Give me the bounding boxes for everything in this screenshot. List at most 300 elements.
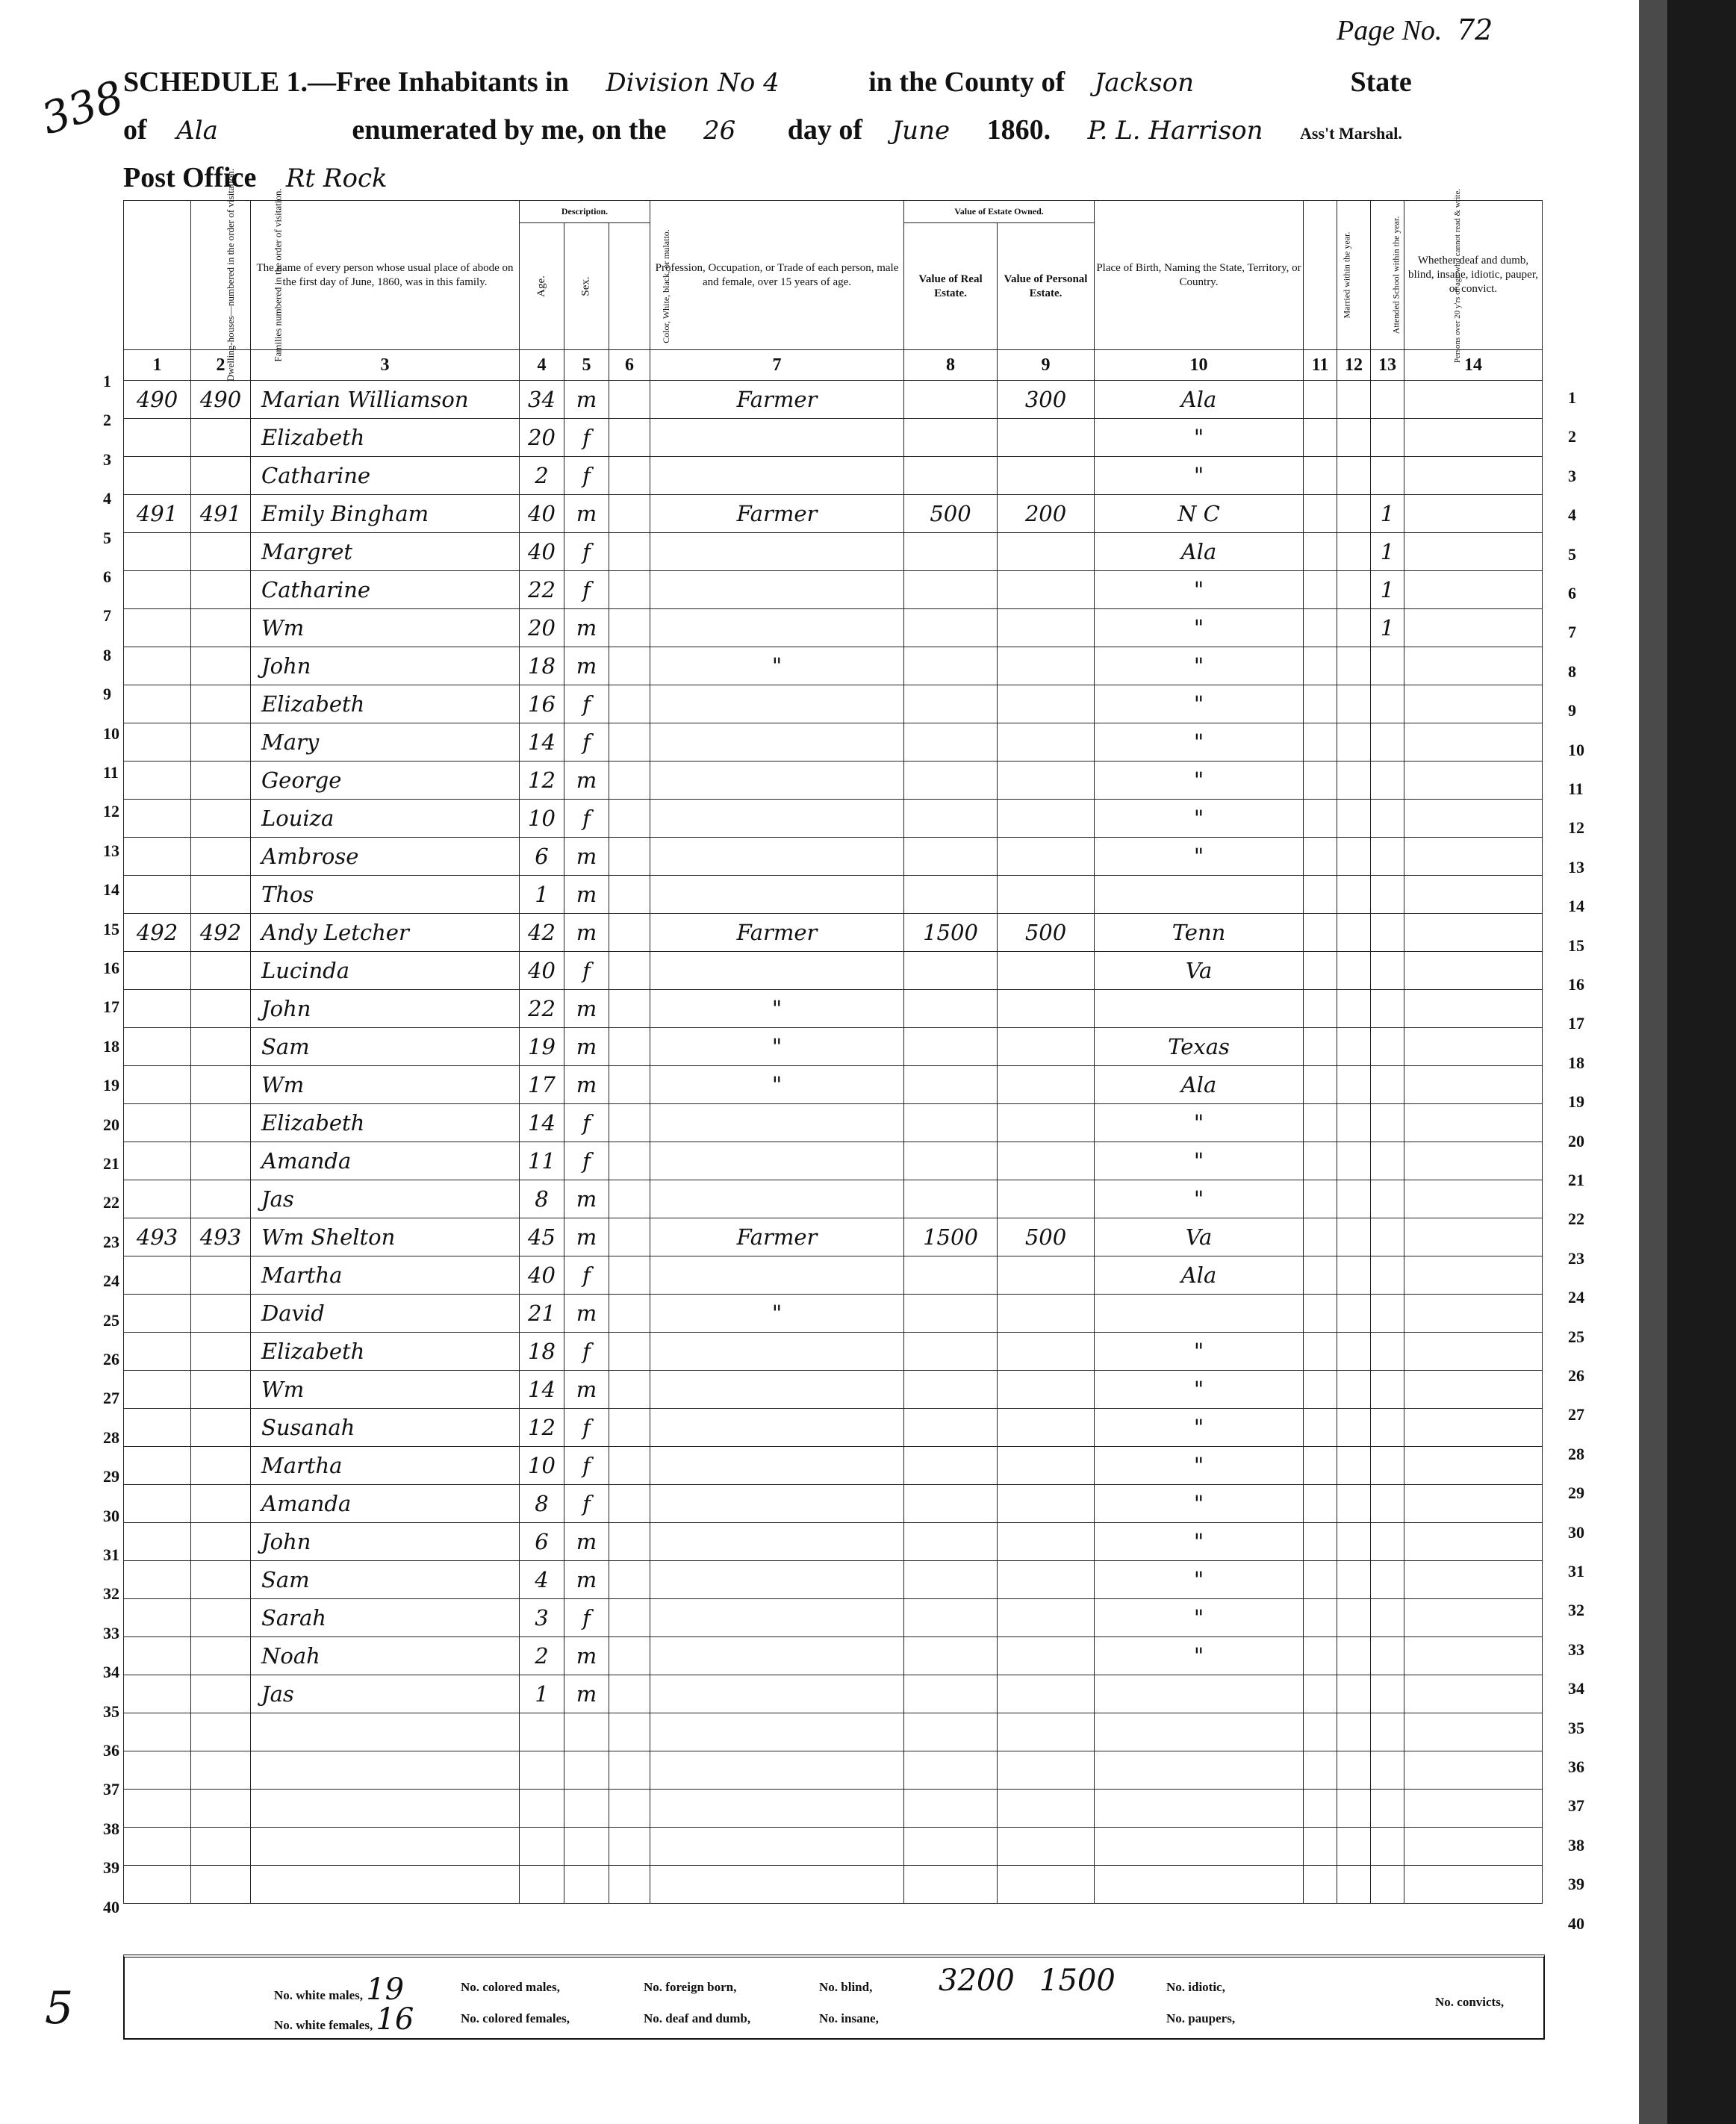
row-number-right: 8	[1568, 661, 1576, 681]
white-males-label: No. white males,	[274, 1988, 363, 2002]
condition-cell	[1404, 533, 1543, 571]
real-estate-cell	[904, 1713, 998, 1751]
row-number-left: 35	[103, 1701, 119, 1721]
married-cell	[1304, 1104, 1337, 1142]
occupation-cell	[650, 609, 904, 647]
row-number-right: 17	[1568, 1014, 1584, 1033]
school-cell	[1337, 457, 1371, 495]
condition-cell	[1404, 1409, 1543, 1447]
sex-cell: m	[564, 495, 609, 533]
family-cell	[191, 1104, 251, 1142]
condition-cell	[1404, 762, 1543, 800]
occupation-cell	[650, 685, 904, 723]
row-number-left: 16	[103, 959, 119, 977]
occupation-cell	[650, 1561, 904, 1599]
row-number-right: 13	[1568, 857, 1584, 876]
table-row	[124, 800, 1543, 838]
row-number-right: 10	[1568, 740, 1584, 759]
personal-estate-cell	[998, 1751, 1095, 1790]
table-row	[124, 990, 1543, 1028]
real-estate-cell	[904, 381, 998, 419]
dwelling-cell	[124, 762, 191, 800]
personal-estate-cell	[998, 1447, 1095, 1485]
real-estate-cell	[904, 1409, 998, 1447]
color-cell	[609, 723, 650, 762]
age-cell: 6	[520, 838, 564, 876]
dwelling-cell	[124, 723, 191, 762]
sex-cell	[564, 1866, 609, 1904]
row-number-left: 11	[103, 763, 119, 782]
condition-cell	[1404, 1523, 1543, 1561]
row-number-left: 37	[103, 1780, 119, 1799]
real-estate-cell	[904, 990, 998, 1028]
side-page-number: 338	[35, 70, 130, 145]
name-cell: Emily Bingham	[251, 495, 520, 533]
occupation-cell	[650, 1751, 904, 1790]
post-office-label: Post Office	[123, 162, 257, 193]
family-cell	[191, 1256, 251, 1295]
dwelling-cell: 491	[124, 495, 191, 533]
age-cell: 20	[520, 609, 564, 647]
age-cell	[520, 1828, 564, 1866]
school-cell	[1337, 1180, 1371, 1218]
header-line-2	[123, 113, 1402, 146]
family-cell	[191, 1180, 251, 1218]
deaf-dumb-label: No. deaf and dumb,	[644, 2011, 751, 2025]
row-number-right: 40	[1568, 1913, 1584, 1933]
illiterate-cell	[1371, 838, 1404, 876]
table-row	[124, 723, 1543, 762]
table-row	[124, 1409, 1543, 1447]
color-cell	[609, 952, 650, 990]
personal-estate-cell	[998, 1866, 1095, 1904]
paupers-label: No. paupers,	[1166, 2011, 1236, 2025]
married-cell	[1304, 1713, 1337, 1751]
estate-text: Value of Estate Owned.	[954, 206, 1044, 217]
occupation-cell	[650, 1485, 904, 1523]
state-value: Ala	[176, 116, 218, 146]
dwelling-cell	[124, 533, 191, 571]
dwelling-cell	[124, 1028, 191, 1066]
name-cell: Martha	[251, 1256, 520, 1295]
school-cell	[1337, 1104, 1371, 1142]
age-cell: 10	[520, 800, 564, 838]
col-6-header	[609, 223, 671, 350]
page-number-value: 72	[1456, 13, 1493, 46]
birthplace-cell: "	[1095, 685, 1304, 723]
family-cell	[191, 533, 251, 571]
name-cell: Ambrose	[251, 838, 520, 876]
occupation-cell	[650, 1104, 904, 1142]
dwelling-cell	[124, 1828, 191, 1866]
row-number-right: 4	[1568, 505, 1576, 525]
school-cell	[1337, 1447, 1371, 1485]
row-number-left: 22	[103, 1193, 119, 1212]
illiterate-cell	[1371, 1790, 1404, 1828]
illiterate-cell	[1371, 1751, 1404, 1790]
col-6-text: Color, White, black, or mulatto.	[660, 229, 671, 343]
illiterate-cell	[1371, 914, 1404, 952]
color-cell	[609, 1523, 650, 1561]
school-cell	[1337, 1066, 1371, 1104]
personal-estate-cell	[998, 1256, 1095, 1295]
row-number-left: 36	[103, 1741, 119, 1760]
sex-cell: f	[564, 1333, 609, 1371]
name-cell: Elizabeth	[251, 1333, 520, 1371]
family-cell: 492	[191, 914, 251, 952]
personal-estate-cell	[998, 1180, 1095, 1218]
dwelling-cell	[124, 1371, 191, 1409]
family-cell	[191, 685, 251, 723]
header-line-3	[123, 161, 388, 194]
real-estate-cell	[904, 571, 998, 609]
family-cell	[191, 609, 251, 647]
sex-cell: m	[564, 762, 609, 800]
row-number-right: 39	[1568, 1875, 1584, 1894]
real-estate-cell	[904, 533, 998, 571]
color-cell	[609, 1028, 650, 1066]
sex-cell: m	[564, 1218, 609, 1256]
white-females-total	[274, 2002, 414, 2037]
header-line-1	[123, 66, 1412, 99]
binder-shadow	[1639, 0, 1667, 2124]
age-cell: 17	[520, 1066, 564, 1104]
col-13-text: Persons over 20 y'rs of age who cannot read & write.	[1453, 188, 1463, 363]
personal-estate-cell	[998, 1104, 1095, 1142]
school-cell	[1337, 1371, 1371, 1409]
married-cell	[1304, 1180, 1337, 1218]
occupation-cell	[650, 1828, 904, 1866]
color-cell	[609, 571, 650, 609]
age-cell: 8	[520, 1180, 564, 1218]
table-row	[124, 419, 1543, 457]
family-cell	[191, 723, 251, 762]
real-estate-cell: 1500	[904, 914, 998, 952]
family-cell	[191, 990, 251, 1028]
real-estate-cell	[904, 1333, 998, 1371]
illiterate-cell: 1	[1371, 533, 1404, 571]
white-females-value: 16	[376, 2002, 414, 2037]
married-cell	[1304, 1256, 1337, 1295]
real-estate-cell	[904, 1180, 998, 1218]
table-row	[124, 1447, 1543, 1485]
condition-cell	[1404, 1371, 1543, 1409]
col-7-header	[650, 201, 904, 350]
colored-males-label: No. colored males,	[461, 1980, 560, 1994]
row-number-left: 40	[103, 1897, 119, 1916]
table-row	[124, 1599, 1543, 1637]
family-cell	[191, 1371, 251, 1409]
month-value: June	[892, 116, 951, 146]
marshal-label: Ass't Marshal.	[1300, 124, 1402, 143]
birthplace-cell	[1095, 1675, 1304, 1713]
col-num: 14	[1404, 350, 1543, 381]
census-rows	[124, 381, 1543, 1904]
birthplace-cell	[1095, 990, 1304, 1028]
row-number-right: 12	[1568, 818, 1584, 838]
color-cell	[609, 1866, 650, 1904]
personal-estate-cell	[998, 533, 1095, 571]
school-cell	[1337, 1485, 1371, 1523]
personal-estate-cell	[998, 1713, 1095, 1751]
schedule-title: SCHEDULE 1.—Free Inhabitants in	[123, 66, 569, 98]
col-8-text: Value of Real Estate.	[918, 272, 983, 299]
birthplace-cell	[1095, 1866, 1304, 1904]
table-row	[124, 762, 1543, 800]
age-cell: 2	[520, 1637, 564, 1675]
illiterate-cell	[1371, 1256, 1404, 1295]
married-cell	[1304, 381, 1337, 419]
color-cell	[609, 1256, 650, 1295]
occupation-cell	[650, 1180, 904, 1218]
insane-label: No. insane,	[819, 2011, 879, 2025]
row-number-left: 12	[103, 802, 119, 821]
col-num: 1	[124, 350, 191, 381]
real-estate-cell	[904, 1104, 998, 1142]
row-number-right: 1	[1568, 388, 1576, 407]
name-cell: John	[251, 1523, 520, 1561]
personal-estate-cell	[998, 647, 1095, 685]
name-cell: Amanda	[251, 1142, 520, 1180]
age-cell: 12	[520, 1409, 564, 1447]
married-cell	[1304, 1828, 1337, 1866]
color-cell	[609, 1295, 650, 1333]
table-row	[124, 1256, 1543, 1295]
enumerated-label: enumerated by me, on the	[352, 114, 667, 146]
birthplace-cell: "	[1095, 1637, 1304, 1675]
color-cell	[609, 1218, 650, 1256]
family-cell	[191, 1675, 251, 1713]
sex-cell: m	[564, 1675, 609, 1713]
col-num: 2	[191, 350, 251, 381]
age-cell: 8	[520, 1485, 564, 1523]
school-cell	[1337, 952, 1371, 990]
personal-estate-cell: 200	[998, 495, 1095, 533]
row-number-right: 18	[1568, 1053, 1584, 1072]
condition-cell	[1404, 647, 1543, 685]
col-2-text: Families numbered in the order of visitation.	[272, 187, 284, 362]
col-num: 11	[1304, 350, 1337, 381]
table-row	[124, 952, 1543, 990]
birthplace-cell: "	[1095, 1447, 1304, 1485]
real-estate-cell	[904, 1485, 998, 1523]
dwelling-cell	[124, 990, 191, 1028]
color-cell	[609, 381, 650, 419]
personal-estate-cell	[998, 457, 1095, 495]
sex-cell: m	[564, 990, 609, 1028]
real-total-value: 3200	[939, 1963, 1015, 1998]
color-cell	[609, 1447, 650, 1485]
dwelling-cell	[124, 1142, 191, 1180]
col-10-text: Place of Birth, Naming the State, Territory, or Country.	[1096, 261, 1301, 288]
personal-estate-cell	[998, 1066, 1095, 1104]
married-cell	[1304, 723, 1337, 762]
name-cell: Wm Shelton	[251, 1218, 520, 1256]
married-cell	[1304, 914, 1337, 952]
school-cell	[1337, 876, 1371, 914]
personal-estate-cell	[998, 876, 1095, 914]
personal-total-value: 1500	[1039, 1963, 1116, 1998]
row-number-right: 7	[1568, 623, 1576, 642]
illiterate-cell	[1371, 419, 1404, 457]
birthplace-cell: "	[1095, 1104, 1304, 1142]
color-cell	[609, 1104, 650, 1142]
foreign-born-label: No. foreign born,	[644, 1980, 737, 1994]
day-label: day of	[787, 114, 863, 146]
row-number-right: 15	[1568, 935, 1584, 955]
row-number-left: 23	[103, 1232, 119, 1251]
illiterate-cell	[1371, 1104, 1404, 1142]
row-number-right: 11	[1568, 779, 1584, 798]
row-number-left: 18	[103, 1036, 119, 1056]
birthplace-cell: "	[1095, 571, 1304, 609]
convicts-label: No. convicts,	[1435, 1995, 1505, 2009]
col-num: 7	[650, 350, 904, 381]
row-number-right: 30	[1568, 1522, 1584, 1542]
school-cell	[1337, 1333, 1371, 1371]
table-row	[124, 1104, 1543, 1142]
married-cell	[1304, 1142, 1337, 1180]
illiterate-cell: 1	[1371, 571, 1404, 609]
illiterate-cell	[1371, 990, 1404, 1028]
real-estate-cell	[904, 1066, 998, 1104]
birthplace-cell: "	[1095, 457, 1304, 495]
age-cell: 14	[520, 1104, 564, 1142]
illiterate-cell	[1371, 647, 1404, 685]
page-label: Page No.	[1337, 15, 1443, 46]
col-9-header	[998, 223, 1095, 350]
row-number-left: 15	[103, 919, 119, 938]
table-row	[124, 1637, 1543, 1675]
family-cell	[191, 457, 251, 495]
dwelling-cell	[124, 457, 191, 495]
condition-cell	[1404, 419, 1543, 457]
row-number-right: 16	[1568, 975, 1584, 994]
table-row	[124, 381, 1543, 419]
married-cell	[1304, 952, 1337, 990]
condition-cell	[1404, 1485, 1543, 1523]
table-row	[124, 1180, 1543, 1218]
married-cell	[1304, 1599, 1337, 1637]
age-cell: 3	[520, 1599, 564, 1637]
age-cell: 6	[520, 1523, 564, 1561]
age-cell	[520, 1866, 564, 1904]
row-number-right: 20	[1568, 1131, 1584, 1150]
school-cell	[1337, 1523, 1371, 1561]
dwelling-cell	[124, 609, 191, 647]
sex-cell: f	[564, 457, 609, 495]
birthplace-cell: "	[1095, 800, 1304, 838]
birthplace-cell: "	[1095, 1371, 1304, 1409]
sex-cell: f	[564, 1485, 609, 1523]
table-row	[124, 457, 1543, 495]
school-cell	[1337, 1675, 1371, 1713]
name-cell: John	[251, 647, 520, 685]
table-row	[124, 876, 1543, 914]
dwelling-cell	[124, 1713, 191, 1751]
page-number	[1337, 13, 1493, 47]
sex-cell: m	[564, 876, 609, 914]
row-number-right: 21	[1568, 1171, 1584, 1189]
occupation-cell: "	[650, 647, 904, 685]
family-cell	[191, 838, 251, 876]
birthplace-cell: "	[1095, 419, 1304, 457]
personal-estate-total	[1039, 1963, 1116, 1998]
condition-cell	[1404, 1256, 1543, 1295]
family-cell	[191, 571, 251, 609]
name-cell: Wm	[251, 1066, 520, 1104]
col-5-header	[564, 223, 609, 350]
real-estate-cell	[904, 457, 998, 495]
real-estate-cell	[904, 1523, 998, 1561]
condition-cell	[1404, 1180, 1543, 1218]
school-cell	[1337, 1295, 1371, 1333]
col-4-header	[520, 223, 564, 350]
name-cell: Amanda	[251, 1485, 520, 1523]
color-cell	[609, 533, 650, 571]
row-number-right: 32	[1568, 1601, 1584, 1620]
personal-estate-cell	[998, 1599, 1095, 1637]
name-cell: Jas	[251, 1675, 520, 1713]
family-cell	[191, 1066, 251, 1104]
birthplace-cell: "	[1095, 1523, 1304, 1561]
birthplace-cell: Texas	[1095, 1028, 1304, 1066]
dwelling-cell	[124, 1485, 191, 1523]
illiterate-cell	[1371, 1485, 1404, 1523]
row-number-right: 36	[1568, 1757, 1584, 1776]
sex-cell: m	[564, 1371, 609, 1409]
col-num: 6	[609, 350, 650, 381]
col-num: 13	[1371, 350, 1404, 381]
married-cell	[1304, 647, 1337, 685]
age-cell: 1	[520, 876, 564, 914]
birthplace-cell: "	[1095, 762, 1304, 800]
real-estate-cell	[904, 419, 998, 457]
school-cell	[1337, 800, 1371, 838]
illiterate-cell	[1371, 762, 1404, 800]
dwelling-cell	[124, 876, 191, 914]
name-cell: Jas	[251, 1180, 520, 1218]
birthplace-cell: Va	[1095, 1218, 1304, 1256]
occupation-cell	[650, 1599, 904, 1637]
married-cell	[1304, 685, 1337, 723]
family-cell	[191, 1790, 251, 1828]
dwelling-cell	[124, 1104, 191, 1142]
birthplace-cell: Ala	[1095, 1256, 1304, 1295]
col-3-header	[251, 201, 520, 350]
dwelling-cell	[124, 1599, 191, 1637]
row-number-left: 31	[103, 1545, 119, 1564]
personal-estate-cell	[998, 1409, 1095, 1447]
illiterate-cell: 1	[1371, 609, 1404, 647]
school-cell	[1337, 1866, 1371, 1904]
condition-cell	[1404, 990, 1543, 1028]
birthplace-cell	[1095, 1295, 1304, 1333]
table-row	[124, 1485, 1543, 1523]
row-number-right: 35	[1568, 1718, 1584, 1737]
real-estate-cell	[904, 1828, 998, 1866]
row-number-right: 28	[1568, 1444, 1584, 1463]
sex-cell: f	[564, 800, 609, 838]
row-number-right: 29	[1568, 1483, 1584, 1503]
name-cell: Marian Williamson	[251, 381, 520, 419]
name-cell	[251, 1790, 520, 1828]
row-number-left: 32	[103, 1584, 119, 1604]
condition-cell	[1404, 1066, 1543, 1104]
col-num: 5	[564, 350, 609, 381]
personal-estate-cell	[998, 952, 1095, 990]
occupation-cell: "	[650, 1028, 904, 1066]
